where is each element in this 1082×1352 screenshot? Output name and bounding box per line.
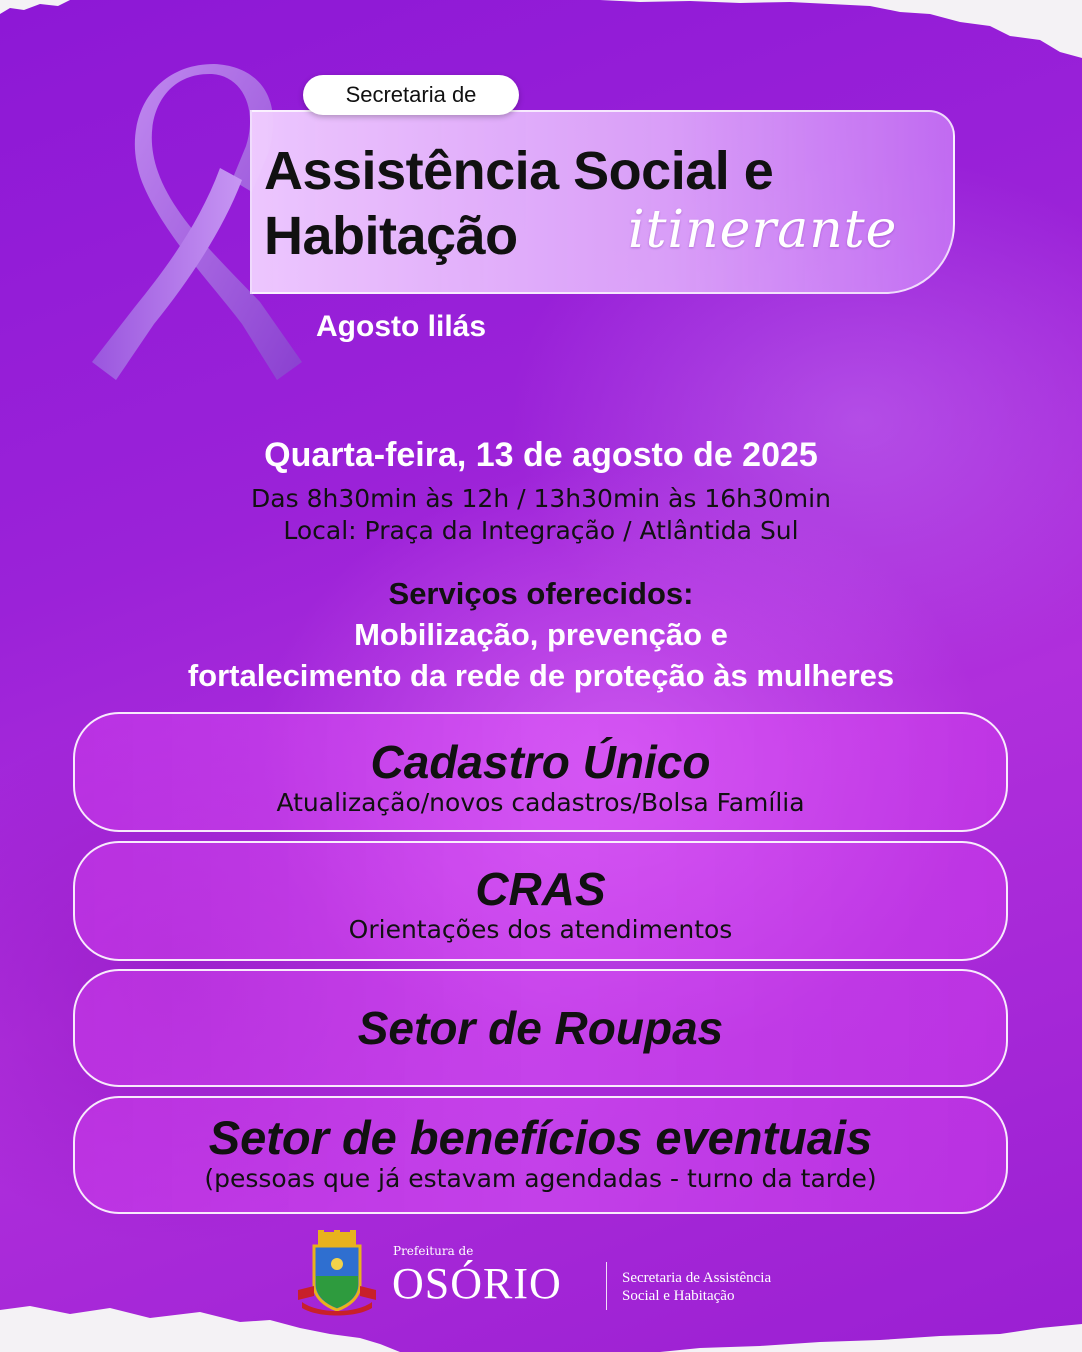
- header-badge: Secretaria de: [303, 75, 519, 115]
- event-hours: Das 8h30min às 12h / 13h30min às 16h30min: [251, 484, 831, 513]
- service-title: Setor de Roupas: [357, 1002, 724, 1054]
- service-subtitle: (pessoas que já estavam agendadas - turno da tarde): [204, 1164, 877, 1193]
- event-date: Quarta-feira, 13 de agosto de 2025: [264, 436, 818, 474]
- service-title: CRAS: [475, 863, 606, 915]
- service-card-beneficios-eventuais: [73, 1096, 1008, 1214]
- service-card-cadastro-unico: [73, 712, 1008, 832]
- title-line-2: Habitação: [264, 206, 518, 266]
- event-location: Local: Praça da Integração / Atlântida Sul: [283, 516, 799, 545]
- city-crest-icon: [288, 1230, 386, 1316]
- footer: [0, 1226, 1082, 1316]
- prefeitura-label: Prefeitura de: [393, 1244, 474, 1258]
- services-heading: Serviços oferecidos:: [388, 576, 694, 611]
- campaign-label: Agosto lilás: [316, 310, 487, 343]
- service-card-setor-roupas: [73, 969, 1008, 1087]
- city-name: OSÓRIO: [392, 1259, 562, 1308]
- service-title: Cadastro Único: [370, 736, 711, 788]
- services-description-1: Mobilização, prevenção e: [354, 617, 728, 652]
- service-title: Setor de benefícios eventuais: [208, 1111, 873, 1164]
- footer-divider: [606, 1262, 607, 1310]
- title-script: itinerante: [628, 200, 898, 260]
- services-description-2: fortalecimento da rede de proteção às mulheres: [187, 658, 895, 693]
- torn-paper-top: [0, 0, 1082, 70]
- secretaria-line-1: Secretaria de Assistência: [622, 1270, 772, 1286]
- service-subtitle: Orientações dos atendimentos: [348, 915, 733, 944]
- title-line-1: Assistência Social e: [264, 141, 774, 201]
- secretaria-line-2: Social e Habitação: [622, 1288, 735, 1304]
- service-card-cras: [73, 841, 1008, 961]
- service-subtitle: Atualização/novos cadastros/Bolsa Família: [276, 788, 805, 817]
